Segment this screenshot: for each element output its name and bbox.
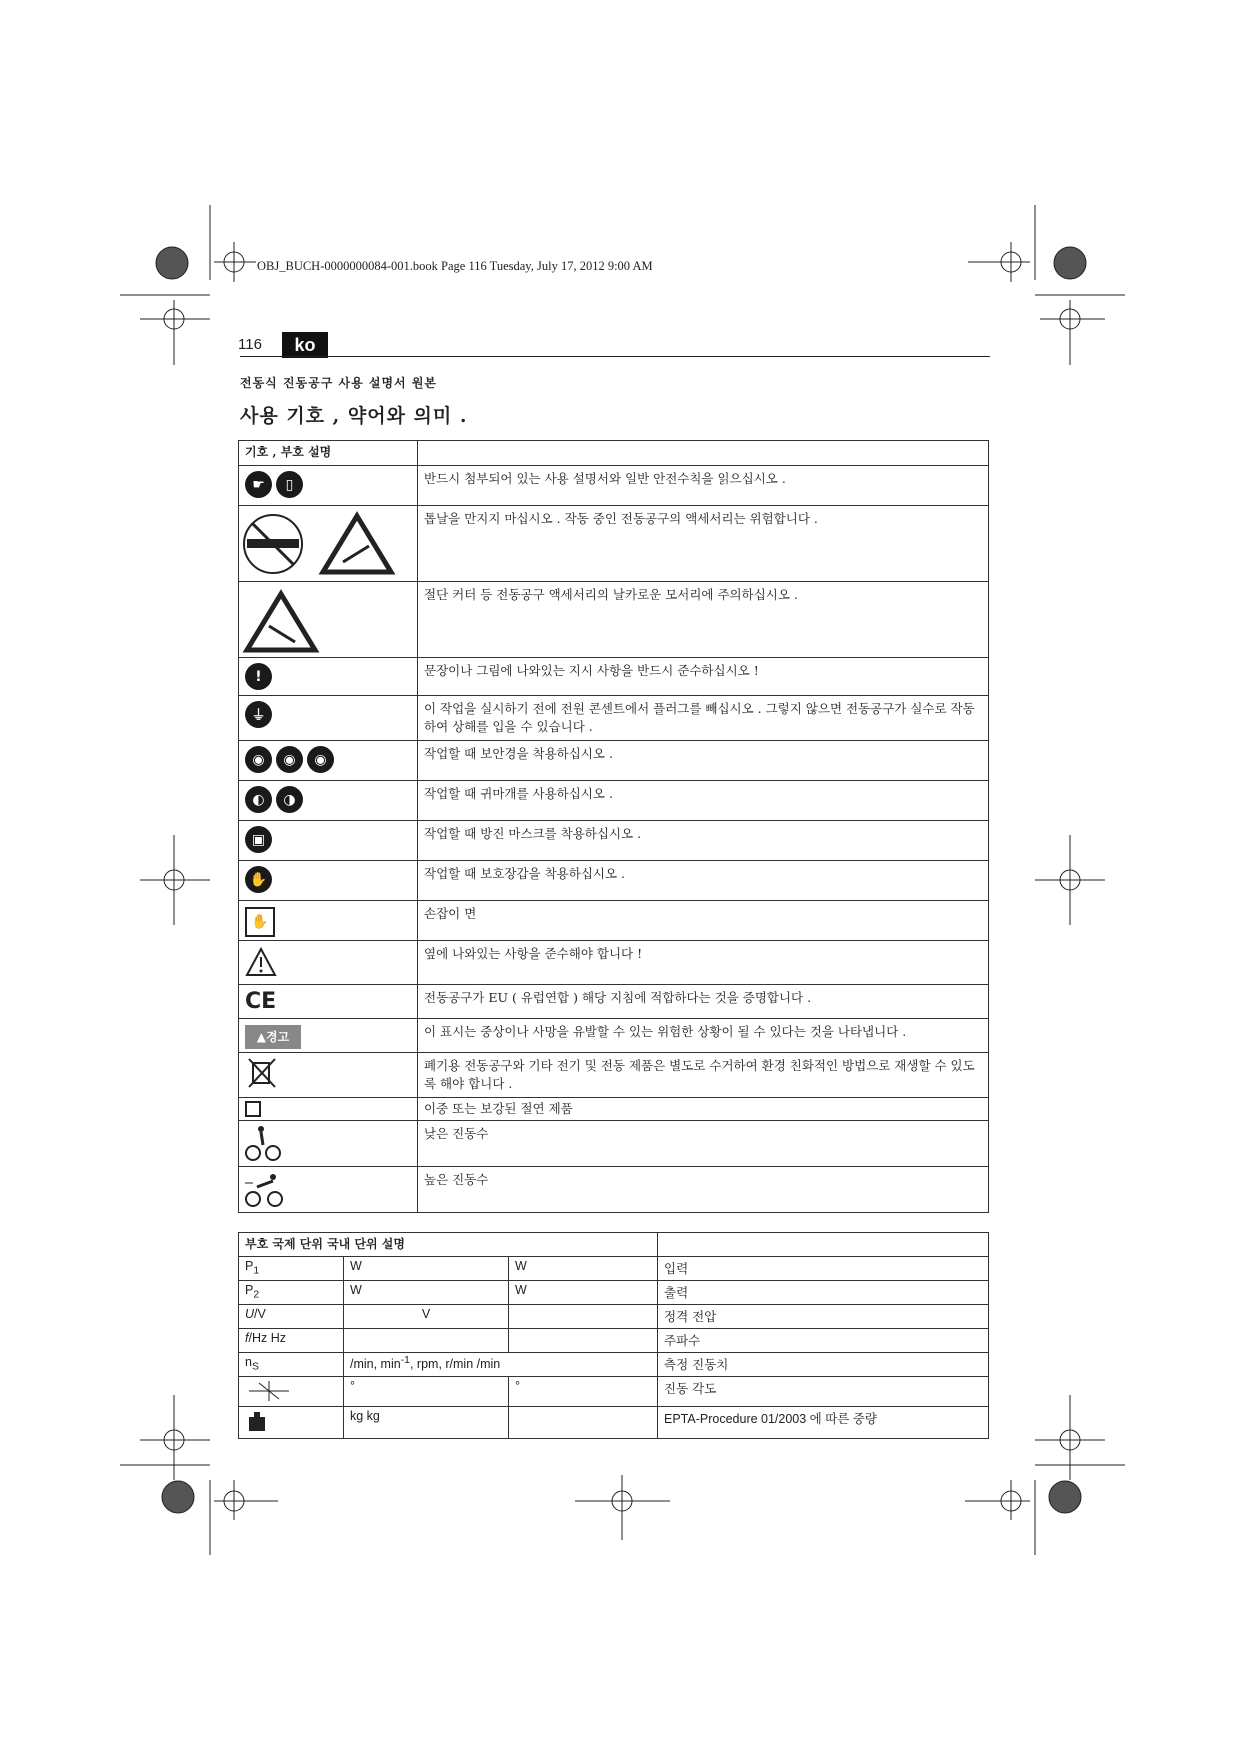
- table-row: 높은 진동수: [239, 1167, 989, 1213]
- sharp-edge-warning-icon: [239, 582, 399, 654]
- table-row: ✋ 손잡이 면: [239, 901, 989, 941]
- read-manual-icon: ☛: [245, 471, 272, 498]
- table-row: $P_2$ W W 출력: [239, 1281, 989, 1305]
- table-row: ! 문장이나 그림에 나와있는 지시 사항을 반드시 준수하십시오 !: [239, 658, 989, 696]
- weight-icon: [245, 1409, 269, 1433]
- table-row: 절단 커터 등 전동공구 액세서리의 날카로운 모서리에 주의하십시오 .: [239, 582, 989, 658]
- face-shield-icon: ◉: [276, 746, 303, 773]
- oscillation-angle-icon: [245, 1379, 293, 1401]
- table-row: 이중 또는 보강된 절연 제품: [239, 1098, 989, 1121]
- table-header-row: 부호 국제 단위 국내 단위 설명: [239, 1233, 989, 1257]
- symbols-table: [238, 440, 989, 1213]
- symbols-header: 기호 , 부호 설명: [239, 441, 418, 466]
- table-row: 톱날을 만지지 마십시오 . 작동 중인 전동공구의 액세서리는 위험합니다 .: [239, 506, 989, 582]
- symbol-u: U/V: [239, 1305, 344, 1329]
- subtitle: 전동식 진동공구 사용 설명서 원본: [240, 376, 438, 390]
- safety-glasses-icon: ◉: [307, 746, 334, 773]
- warning-label-icon: ▲경고: [245, 1025, 301, 1049]
- table-row: ◐ ◑ 작업할 때 귀마개를 사용하십시오 .: [239, 781, 989, 821]
- header-rule: [240, 356, 990, 357]
- ear-plugs-icon: ◐: [245, 786, 272, 813]
- table-row: ◉ ◉ ◉ 작업할 때 보안경을 착용하십시오 .: [239, 741, 989, 781]
- goggles-icon: ◉: [245, 746, 272, 773]
- table-row: kg kg EPTA-Procedure 01/2003 에 따른 중량: [239, 1407, 989, 1439]
- table-row: ▣ 작업할 때 방진 마스크를 착용하십시오 .: [239, 821, 989, 861]
- unplug-icon: ⏚: [245, 701, 272, 728]
- gloves-icon: ✋: [245, 866, 272, 893]
- table-row: ▲경고 이 표시는 중상이나 사망을 유발할 수 있는 위험한 상황이 될 수 있다는 것을 나타냅니다 .: [239, 1019, 989, 1053]
- symbol-p1: $P_1$: [239, 1257, 344, 1281]
- high-speed-bike-icon: [243, 1169, 287, 1209]
- table-row: 낮은 진동수: [239, 1121, 989, 1167]
- table-row: CE 전동공구가 EU ( 유럽연합 ) 해당 지침에 적합하다는 것을 증명합니다 .: [239, 985, 989, 1019]
- table-row: f/Hz Hz 주파수: [239, 1329, 989, 1353]
- low-speed-bike-icon: [243, 1123, 283, 1163]
- table-row: ⏚ 이 작업을 실시하기 전에 전원 콘센트에서 플러그를 빼십시오 . 그렇지 않으면 전동공구가 실수로 작동하여 상해를 입을 수 있습니다 .: [239, 696, 989, 741]
- triangle-warning-icon: [243, 945, 283, 981]
- attention-hot-blade-icon: [239, 506, 399, 578]
- page-title: 사용 기호 , 약어와 의미 .: [240, 405, 468, 427]
- symbol-p2: $P_2$: [239, 1281, 344, 1305]
- table-row: 옆에 나와있는 사항을 준수해야 합니다 !: [239, 941, 989, 985]
- table-row: ✋ 작업할 때 보호장갑을 착용하십시오 .: [239, 861, 989, 901]
- dust-mask-icon: ▣: [245, 826, 272, 853]
- speed-units: /min, $\min^{-1}$, rpm, r/min /min: [344, 1353, 658, 1377]
- weee-bin-icon: [245, 1055, 281, 1091]
- language-badge: ko: [282, 332, 328, 358]
- table-row: $P_1$ W W 입력: [239, 1257, 989, 1281]
- table-row: ☛ ▯ 반드시 첨부되어 있는 사용 설명서와 일반 안전수칙을 읽으십시오 .: [239, 466, 989, 506]
- ce-mark-icon: CE: [245, 989, 277, 1014]
- table-row: ° ° 진동 각도: [239, 1377, 989, 1407]
- exclamation-icon: !: [245, 663, 272, 690]
- grip-surface-icon: ✋: [245, 907, 275, 937]
- double-insulation-icon: [245, 1101, 261, 1117]
- units-table: [238, 1232, 989, 1439]
- table-row: $n_S$ /min, $\min^{-1}$, rpm, r/min /min 측정 진동치: [239, 1353, 989, 1377]
- symbol-ns: $n_S$: [239, 1353, 344, 1377]
- page-number: 116: [238, 336, 262, 353]
- symbol-f: f/Hz Hz: [239, 1329, 344, 1353]
- book-icon: ▯: [276, 471, 303, 498]
- table-row: U/V V 정격 전압: [239, 1305, 989, 1329]
- table-header-row: [239, 441, 989, 466]
- book-info: OBJ_BUCH-0000000084-001.book Page 116 Tuesday, July 17, 2012 9:00 AM: [257, 259, 653, 273]
- ear-muffs-icon: ◑: [276, 786, 303, 813]
- table-row: 폐기용 전동공구와 기타 전기 및 전동 제품은 별도로 수거하여 환경 친화적인 방법으로 재생할 수 있도록 해야 합니다 .: [239, 1053, 989, 1098]
